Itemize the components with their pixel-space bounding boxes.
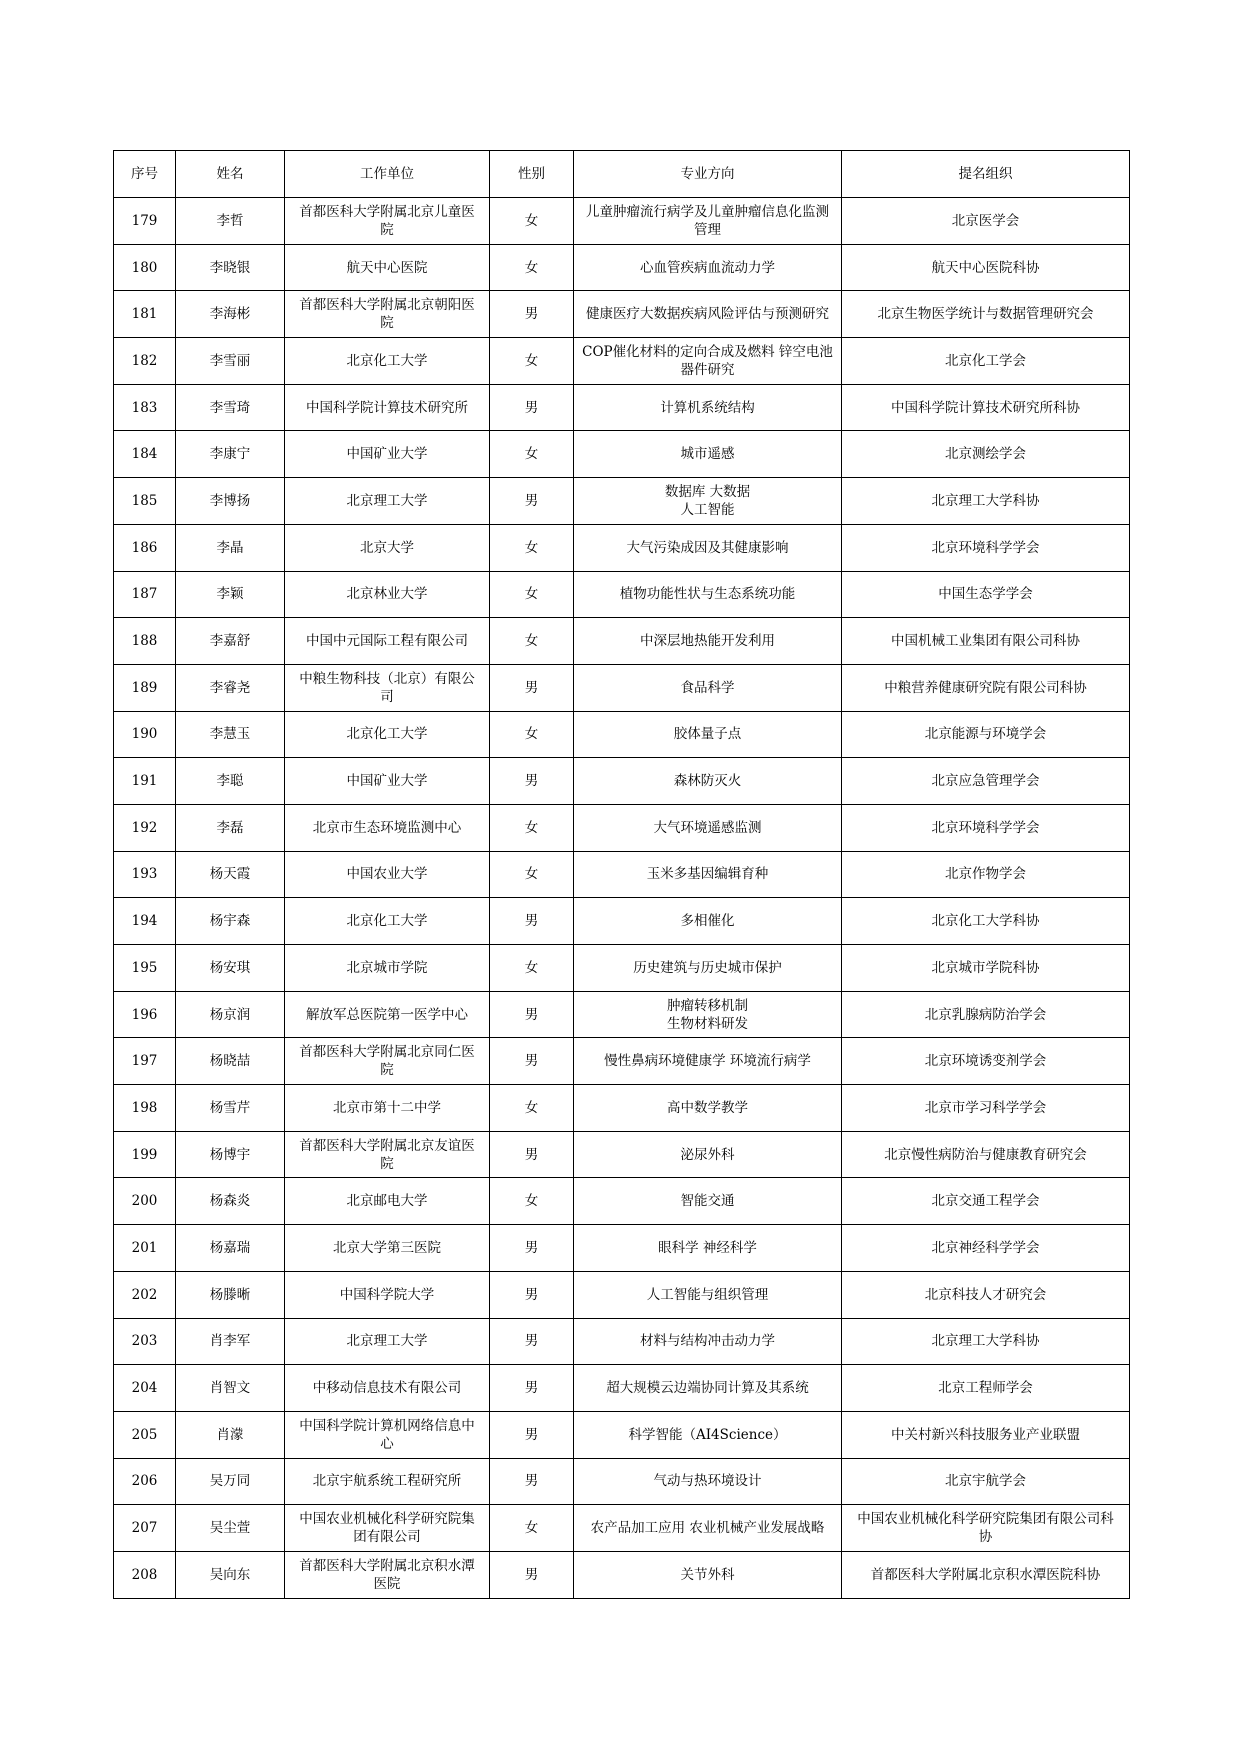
table-row — [114, 524, 1130, 571]
cell-field: 慢性鼻病环境健康学 环境流行病学 — [574, 1038, 842, 1085]
cell-no: 205 — [114, 1411, 176, 1458]
cell-org: 北京化工学会 — [842, 338, 1130, 385]
cell-name: 李聪 — [176, 758, 285, 805]
cell-no: 197 — [114, 1038, 176, 1085]
cell-name: 肖濛 — [176, 1411, 285, 1458]
cell-no: 180 — [114, 244, 176, 291]
table-row — [114, 711, 1130, 758]
cell-org: 北京环境诱变剂学会 — [842, 1038, 1130, 1085]
cell-org: 北京医学会 — [842, 198, 1130, 245]
cell-name: 李哲 — [176, 198, 285, 245]
table-row — [114, 664, 1130, 711]
cell-sex: 男 — [490, 758, 574, 805]
cell-field: 农产品加工应用 农业机械产业发展战略 — [574, 1505, 842, 1552]
cell-no: 204 — [114, 1365, 176, 1412]
table-row — [114, 758, 1130, 805]
cell-sex: 男 — [490, 478, 574, 525]
cell-no: 200 — [114, 1178, 176, 1225]
cell-field: 肿瘤转移机制 生物材料研发 — [574, 991, 842, 1038]
cell-org: 北京化工大学科协 — [842, 898, 1130, 945]
table-body — [114, 198, 1130, 1599]
cell-field: 关节外科 — [574, 1551, 842, 1598]
cell-field: 泌尿外科 — [574, 1131, 842, 1178]
cell-unit: 北京邮电大学 — [285, 1178, 490, 1225]
cell-name: 肖李军 — [176, 1318, 285, 1365]
cell-sex: 女 — [490, 524, 574, 571]
cell-name: 杨安琪 — [176, 945, 285, 992]
table-row — [114, 384, 1130, 431]
cell-name: 肖智文 — [176, 1365, 285, 1412]
cell-field: 植物功能性状与生态系统功能 — [574, 571, 842, 618]
header-name: 姓名 — [176, 151, 285, 198]
cell-org: 北京乳腺病防治学会 — [842, 991, 1130, 1038]
cell-field: 气动与热环境设计 — [574, 1458, 842, 1505]
cell-name: 杨宇森 — [176, 898, 285, 945]
cell-name: 李颖 — [176, 571, 285, 618]
cell-sex: 男 — [490, 1318, 574, 1365]
cell-org: 北京测绘学会 — [842, 431, 1130, 478]
cell-no: 181 — [114, 291, 176, 338]
table-row — [114, 1131, 1130, 1178]
cell-unit: 北京林业大学 — [285, 571, 490, 618]
cell-field: 中深层地热能开发利用 — [574, 618, 842, 665]
table-row — [114, 1458, 1130, 1505]
cell-org: 中关村新兴科技服务业产业联盟 — [842, 1411, 1130, 1458]
cell-unit: 首都医科大学附属北京朝阳医 院 — [285, 291, 490, 338]
cell-sex: 男 — [490, 1411, 574, 1458]
cell-unit: 首都医科大学附属北京儿童医 院 — [285, 198, 490, 245]
cell-no: 187 — [114, 571, 176, 618]
cell-field: 计算机系统结构 — [574, 384, 842, 431]
cell-org: 首都医科大学附属北京积水潭医院科协 — [842, 1551, 1130, 1598]
cell-sex: 男 — [490, 1551, 574, 1598]
table-row — [114, 198, 1130, 245]
cell-no: 189 — [114, 664, 176, 711]
cell-no: 183 — [114, 384, 176, 431]
cell-unit: 北京城市学院 — [285, 945, 490, 992]
table-row — [114, 244, 1130, 291]
cell-unit: 北京理工大学 — [285, 1318, 490, 1365]
cell-unit: 中国科学院大学 — [285, 1271, 490, 1318]
cell-org: 中国农业机械化科学研究院集团有限公司科 协 — [842, 1505, 1130, 1552]
cell-no: 196 — [114, 991, 176, 1038]
cell-name: 杨雪芹 — [176, 1085, 285, 1132]
cell-sex: 女 — [490, 618, 574, 665]
cell-sex: 男 — [490, 991, 574, 1038]
table-row — [114, 1271, 1130, 1318]
cell-name: 李海彬 — [176, 291, 285, 338]
cell-unit: 中国科学院计算机网络信息中 心 — [285, 1411, 490, 1458]
cell-unit: 北京大学 — [285, 524, 490, 571]
cell-unit: 中国农业机械化科学研究院集 团有限公司 — [285, 1505, 490, 1552]
cell-unit: 首都医科大学附属北京同仁医 院 — [285, 1038, 490, 1085]
cell-org: 中国机械工业集团有限公司科协 — [842, 618, 1130, 665]
cell-name: 杨天霞 — [176, 851, 285, 898]
cell-no: 203 — [114, 1318, 176, 1365]
table-row — [114, 1085, 1130, 1132]
cell-org: 中国科学院计算技术研究所科协 — [842, 384, 1130, 431]
header-row — [114, 151, 1130, 198]
cell-name: 李雪琦 — [176, 384, 285, 431]
table-header — [114, 151, 1130, 198]
table-row — [114, 851, 1130, 898]
cell-field: 材料与结构冲击动力学 — [574, 1318, 842, 1365]
cell-name: 吴向东 — [176, 1551, 285, 1598]
cell-name: 李睿尧 — [176, 664, 285, 711]
cell-no: 186 — [114, 524, 176, 571]
cell-field: 多相催化 — [574, 898, 842, 945]
cell-unit: 中粮生物科技（北京）有限公 司 — [285, 664, 490, 711]
cell-org: 北京宇航学会 — [842, 1458, 1130, 1505]
cell-name: 杨滕晰 — [176, 1271, 285, 1318]
cell-org: 北京应急管理学会 — [842, 758, 1130, 805]
table-row — [114, 478, 1130, 525]
cell-org: 北京理工大学科协 — [842, 478, 1130, 525]
cell-name: 吴万同 — [176, 1458, 285, 1505]
table-row — [114, 1411, 1130, 1458]
cell-sex: 女 — [490, 338, 574, 385]
cell-no: 199 — [114, 1131, 176, 1178]
cell-unit: 中国科学院计算技术研究所 — [285, 384, 490, 431]
cell-org: 北京科技人才研究会 — [842, 1271, 1130, 1318]
table-row — [114, 1318, 1130, 1365]
cell-name: 李磊 — [176, 804, 285, 851]
cell-sex: 男 — [490, 1131, 574, 1178]
cell-no: 182 — [114, 338, 176, 385]
cell-no: 194 — [114, 898, 176, 945]
cell-unit: 北京大学第三医院 — [285, 1225, 490, 1272]
cell-no: 192 — [114, 804, 176, 851]
header-org: 提名组织 — [842, 151, 1130, 198]
cell-org: 北京交通工程学会 — [842, 1178, 1130, 1225]
cell-field: 心血管疾病血流动力学 — [574, 244, 842, 291]
cell-no: 207 — [114, 1505, 176, 1552]
cell-unit: 中国农业大学 — [285, 851, 490, 898]
cell-no: 191 — [114, 758, 176, 805]
cell-field: 超大规模云边端协同计算及其系统 — [574, 1365, 842, 1412]
cell-field: 高中数学教学 — [574, 1085, 842, 1132]
cell-no: 193 — [114, 851, 176, 898]
cell-name: 李晶 — [176, 524, 285, 571]
cell-name: 杨博宇 — [176, 1131, 285, 1178]
cell-org: 航天中心医院科协 — [842, 244, 1130, 291]
table-row — [114, 1038, 1130, 1085]
header-no: 序号 — [114, 151, 176, 198]
cell-field: 食品科学 — [574, 664, 842, 711]
cell-org: 北京能源与环境学会 — [842, 711, 1130, 758]
cell-sex: 女 — [490, 1505, 574, 1552]
table-row — [114, 1505, 1130, 1552]
cell-sex: 女 — [490, 711, 574, 758]
cell-unit: 北京化工大学 — [285, 338, 490, 385]
table-row — [114, 991, 1130, 1038]
cell-org: 北京生物医学统计与数据管理研究会 — [842, 291, 1130, 338]
cell-unit: 解放军总医院第一医学中心 — [285, 991, 490, 1038]
cell-sex: 男 — [490, 1365, 574, 1412]
table-row — [114, 1178, 1130, 1225]
table-row — [114, 571, 1130, 618]
cell-no: 195 — [114, 945, 176, 992]
header-sex: 性别 — [490, 151, 574, 198]
cell-org: 北京理工大学科协 — [842, 1318, 1130, 1365]
cell-field: 历史建筑与历史城市保护 — [574, 945, 842, 992]
cell-org: 中国生态学学会 — [842, 571, 1130, 618]
cell-field: 眼科学 神经科学 — [574, 1225, 842, 1272]
cell-sex: 女 — [490, 1178, 574, 1225]
cell-name: 李雪丽 — [176, 338, 285, 385]
cell-name: 杨京润 — [176, 991, 285, 1038]
table-row — [114, 618, 1130, 665]
cell-name: 杨嘉瑞 — [176, 1225, 285, 1272]
cell-name: 李晓银 — [176, 244, 285, 291]
cell-sex: 男 — [490, 291, 574, 338]
cell-sex: 女 — [490, 1085, 574, 1132]
cell-sex: 男 — [490, 898, 574, 945]
cell-unit: 中移动信息技术有限公司 — [285, 1365, 490, 1412]
cell-org: 北京环境科学学会 — [842, 804, 1130, 851]
cell-org: 北京神经科学学会 — [842, 1225, 1130, 1272]
table-row — [114, 945, 1130, 992]
cell-no: 190 — [114, 711, 176, 758]
cell-field: 科学智能（AI4Science） — [574, 1411, 842, 1458]
cell-sex: 女 — [490, 571, 574, 618]
cell-org: 北京工程师学会 — [842, 1365, 1130, 1412]
cell-unit: 北京化工大学 — [285, 898, 490, 945]
table-row — [114, 804, 1130, 851]
cell-name: 李博扬 — [176, 478, 285, 525]
cell-org: 北京慢性病防治与健康教育研究会 — [842, 1131, 1130, 1178]
header-unit: 工作单位 — [285, 151, 490, 198]
cell-name: 李康宁 — [176, 431, 285, 478]
cell-sex: 男 — [490, 384, 574, 431]
cell-unit: 航天中心医院 — [285, 244, 490, 291]
cell-no: 179 — [114, 198, 176, 245]
cell-field: 胶体量子点 — [574, 711, 842, 758]
cell-unit: 北京宇航系统工程研究所 — [285, 1458, 490, 1505]
cell-unit: 中国矿业大学 — [285, 431, 490, 478]
cell-field: 智能交通 — [574, 1178, 842, 1225]
cell-unit: 中国中元国际工程有限公司 — [285, 618, 490, 665]
cell-no: 201 — [114, 1225, 176, 1272]
cell-field: 大气污染成因及其健康影响 — [574, 524, 842, 571]
cell-name: 李嘉舒 — [176, 618, 285, 665]
cell-no: 185 — [114, 478, 176, 525]
table-row — [114, 1551, 1130, 1598]
cell-field: 人工智能与组织管理 — [574, 1271, 842, 1318]
cell-sex: 女 — [490, 198, 574, 245]
table-row — [114, 1365, 1130, 1412]
cell-no: 184 — [114, 431, 176, 478]
cell-sex: 女 — [490, 431, 574, 478]
cell-field: 数据库 大数据 人工智能 — [574, 478, 842, 525]
cell-unit: 北京市第十二中学 — [285, 1085, 490, 1132]
cell-unit: 北京理工大学 — [285, 478, 490, 525]
cell-name: 杨晓喆 — [176, 1038, 285, 1085]
table-row — [114, 1225, 1130, 1272]
cell-sex: 女 — [490, 804, 574, 851]
cell-name: 李慧玉 — [176, 711, 285, 758]
roster-table — [113, 150, 1130, 1599]
cell-sex: 男 — [490, 1038, 574, 1085]
cell-unit: 北京市生态环境监测中心 — [285, 804, 490, 851]
cell-sex: 女 — [490, 244, 574, 291]
cell-org: 北京环境科学学会 — [842, 524, 1130, 571]
cell-sex: 男 — [490, 1271, 574, 1318]
cell-unit: 首都医科大学附属北京积水潭 医院 — [285, 1551, 490, 1598]
cell-sex: 男 — [490, 664, 574, 711]
cell-no: 198 — [114, 1085, 176, 1132]
cell-field: 儿童肿瘤流行病学及儿童肿瘤信息化监测 管理 — [574, 198, 842, 245]
table-row — [114, 291, 1130, 338]
table-row — [114, 338, 1130, 385]
cell-unit: 首都医科大学附属北京友谊医 院 — [285, 1131, 490, 1178]
cell-no: 188 — [114, 618, 176, 665]
header-field: 专业方向 — [574, 151, 842, 198]
cell-field: 城市遥感 — [574, 431, 842, 478]
cell-field: COP催化材料的定向合成及燃料 锌空电池 器件研究 — [574, 338, 842, 385]
table-row — [114, 898, 1130, 945]
cell-field: 森林防灭火 — [574, 758, 842, 805]
cell-org: 北京城市学院科协 — [842, 945, 1130, 992]
cell-sex: 男 — [490, 1225, 574, 1272]
cell-sex: 女 — [490, 945, 574, 992]
cell-no: 208 — [114, 1551, 176, 1598]
table-row — [114, 431, 1130, 478]
cell-field: 大气环境遥感监测 — [574, 804, 842, 851]
cell-org: 中粮营养健康研究院有限公司科协 — [842, 664, 1130, 711]
cell-sex: 女 — [490, 851, 574, 898]
cell-no: 206 — [114, 1458, 176, 1505]
cell-field: 玉米多基因编辑育种 — [574, 851, 842, 898]
cell-org: 北京作物学会 — [842, 851, 1130, 898]
cell-no: 202 — [114, 1271, 176, 1318]
cell-unit: 北京化工大学 — [285, 711, 490, 758]
cell-sex: 男 — [490, 1458, 574, 1505]
cell-field: 健康医疗大数据疾病风险评估与预测研究 — [574, 291, 842, 338]
cell-name: 吴尘萱 — [176, 1505, 285, 1552]
cell-unit: 中国矿业大学 — [285, 758, 490, 805]
cell-org: 北京市学习科学学会 — [842, 1085, 1130, 1132]
cell-name: 杨森炎 — [176, 1178, 285, 1225]
